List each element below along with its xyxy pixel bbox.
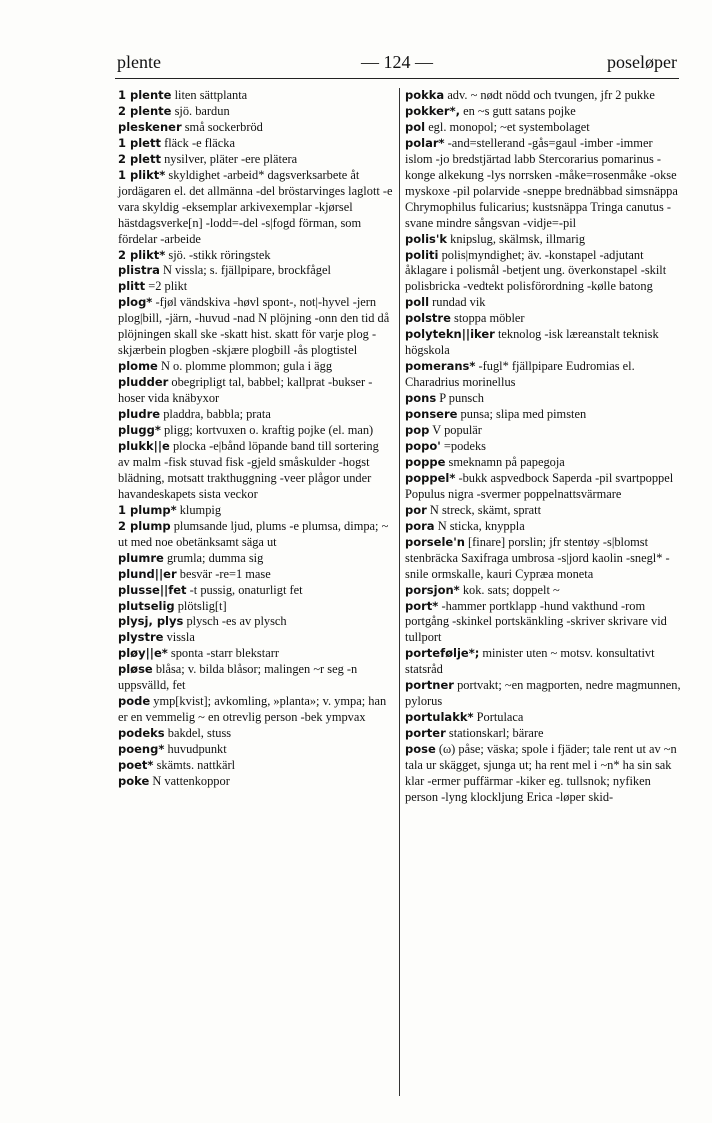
entry-definition: -fjøl vändskiva -høvl spont-, not|-hyvel -jern plog|bill, -järn, -huvud -nad N plöjning -onn den tid då plöjningen skall ske -skatt hist. skatt för varje plog -skjærbein plogben -skjære plogbill -ås plogtistel [118,295,390,358]
entry-headword: poeng* [118,742,165,757]
entry-definition: portvakt; ~en magporten, nedre magmunnen, pylorus [405,678,681,709]
entry-definition: smeknamn på papegoja [448,454,565,469]
entry-headword: pokker*, [405,103,460,118]
entry-headword: poppe [405,454,446,469]
entry-headword: poll [405,295,430,310]
entry-headword: portefølje*; [405,646,480,661]
entry-definition: sjö. bardun [174,103,230,118]
dictionary-entry [405,710,682,726]
entry-headword: 2 plente [118,103,172,118]
entry-definition: plocka -e|bånd löpande band till sortering av malm -fisk stuvad fisk -gjeld småskulder -hogst blädning, motsatt trakthuggning -veer plågor under havandeskapets sista veckor [118,438,379,501]
entry-definition: obegripligt tal, babbel; kallprat -bukser -hoser vida knäbyxor [118,375,373,406]
entry-definition: egl. monopol; ~et systembolaget [428,119,590,134]
entry-definition: klumpig [179,502,222,517]
dictionary-entry [118,694,393,726]
dictionary-entry [118,407,393,423]
dictionary-entry [405,391,682,407]
dictionary-entry [405,232,682,248]
entry-definition: teknolog -isk læreanstalt teknisk högskola [405,327,659,358]
entry-headword: pop [405,423,430,438]
dictionary-entry [405,503,682,519]
dictionary-entry [118,104,393,120]
entry-definition: kok. sats; doppelt ~ [462,582,560,597]
dictionary-entry [405,136,682,232]
entry-headword: pløse [118,662,153,677]
entry-headword: plome [118,359,158,374]
dictionary-entry [405,120,682,136]
entry-definition: punsa; slipa med pimsten [460,407,587,422]
dictionary-entry [405,407,682,423]
dictionary-entry [405,519,682,535]
entry-headword: popo' [405,438,441,453]
entry-definition: N vissla; s. fjällpipare, brockfågel [163,263,331,278]
entry-headword: pokka [405,88,445,102]
dictionary-entry [405,88,682,104]
entry-headword: 1 plett [118,135,161,150]
entry-definition: fläck -e fläcka [164,135,235,150]
entry-headword: polar* [405,135,445,150]
entry-definition: rundad vik [432,295,486,310]
dictionary-entry [405,599,682,647]
entry-headword: poke [118,773,150,788]
entry-headword: plukk||e [118,438,170,453]
entry-headword: pleskener [118,119,182,134]
entry-headword: plugg* [118,423,161,438]
entry-headword: plitt [118,279,146,294]
header-rule [115,78,679,79]
dictionary-entry [118,439,393,503]
entry-definition: grumla; dumma sig [166,550,264,565]
dictionary-entry [405,295,682,311]
dictionary-entry [118,88,393,104]
entry-headword: plistra [118,263,160,278]
dictionary-entry [118,646,393,662]
entry-definition: minister uten ~ motsv. konsultativt statsråd [405,646,655,677]
dictionary-entry [405,455,682,471]
entry-definition: plumsande ljud, plums -e plumsa, dimpa; ~ ut med noe obetänksamt säga ut [118,518,389,549]
entry-headword: plund||er [118,566,177,581]
entry-headword: pol [405,119,426,134]
entry-headword: pons [405,391,437,406]
dictionary-entry [118,583,393,599]
entry-headword: 2 plump [118,518,171,533]
entry-definition: plötslig[t] [177,598,227,613]
entry-headword: polstre [405,311,451,326]
entry-definition: knipslug, skälmsk, illmarig [450,231,586,246]
entry-headword: portner [405,678,454,693]
dictionary-entry [118,295,393,359]
entry-definition: besvär -re=1 mase [179,566,271,581]
entry-definition: pladdra, babbla; prata [163,407,271,422]
entry-headword: polis'k [405,231,448,246]
dictionary-entry [118,742,393,758]
entry-headword: pose [405,742,436,757]
dictionary-entry [118,375,393,407]
dictionary-entry [118,662,393,694]
entry-headword: 2 plett [118,151,161,166]
entry-definition: skyldighet -arbeid* dagsverksarbete åt jordägaren el. det allmänna -del bröstarvinges laglott -e vara skyldig -eksemplar arkivexemplar -kjørsel hästdagsverke[n] -lodd=-del -s|fogd förman, som fördelar -arbeide [118,167,393,246]
entry-definition: -hammer portklapp -hund vakthund -rom portgång -skinkel portskänkling -skriver skrivare vid tullport [405,598,667,645]
dictionary-entry [118,120,393,136]
right-column [405,88,682,806]
page-number: — 124 — [361,52,433,72]
entry-headword: pludder [118,375,169,390]
page-header [115,52,679,76]
entry-headword: pora [405,518,435,533]
entry-definition: pligg; kortvuxen o. kraftig pojke (el. man) [163,423,374,438]
dictionary-entry [405,535,682,583]
entry-definition: -and=stellerand -gås=gaul -imber -immer islom -jo bredstjärtad labb Stercorarius pomarinus -konge alkekung -lys norrsken -måke=rosenmåke -okse myskoxe -pil polarvide -sneppe brednäbbad simsnäppa Chrymophilus fulicarius; kustsnäppa Tringa canutus -svane mindre sångsvan -vidje=-pil [405,135,678,230]
entry-headword: 1 plente [118,88,172,102]
entry-definition: N streck, skämt, spratt [429,502,542,517]
entry-headword: politi [405,247,439,262]
dictionary-entry [118,263,393,279]
header-guide-word-right: poseløper [607,52,677,72]
dictionary-entry [118,423,393,439]
entry-headword: plumre [118,550,164,565]
dictionary-entry [405,583,682,599]
entry-definition: sjö. -stikk röringstek [168,247,271,262]
entry-definition: stationskarl; bärare [448,726,544,741]
entry-definition: stoppa möbler [454,311,525,326]
entry-headword: polytekn||iker [405,327,495,342]
entry-definition: -bukk aspvedbock Saperda -pil svartpoppel Populus nigra -svermer poppelnattsvärmare [405,470,674,501]
entry-headword: porter [405,726,446,741]
dictionary-entry [118,359,393,375]
dictionary-entry [118,630,393,646]
entry-headword: 1 plump* [118,502,177,517]
dictionary-entry [405,248,682,296]
entry-headword: pludre [118,407,161,422]
dictionary-entry [118,152,393,168]
dictionary-entry [118,726,393,742]
dictionary-entry [405,423,682,439]
dictionary-entry [118,599,393,615]
entry-headword: portulakk* [405,710,474,725]
entry-definition: [finare] porslin; jfr stentøy -s|blomst stenbräcka Saxifraga umbrosa -s|jord kaolin -snegl* -snile ormskalle, kauri Cypræa moneta [405,534,670,581]
entry-headword: poet* [118,758,154,773]
dictionary-entry [118,774,393,790]
dictionary-entry [118,614,393,630]
entry-definition: ymp[kvist]; avkomling, »planta»; v. ympa; han er en vemmelig ~ en otrevlig person -bek ympvax [118,694,387,725]
entry-headword: por [405,502,427,517]
entry-headword: ponsere [405,407,458,422]
entry-definition: liten sättplanta [174,88,248,102]
entry-headword: poppel* [405,470,456,485]
dictionary-entry [118,519,393,551]
dictionary-entry [405,646,682,678]
entry-definition: =podeks [443,438,486,453]
entry-headword: port* [405,598,439,613]
entry-definition: plysch -es av plysch [186,614,287,629]
dictionary-entry [405,359,682,391]
column-divider [399,88,400,1096]
entry-definition: polis|myndighet; äv. -konstapel -adjutant åklagare i polismål -betjent ung. överkonstapel -skilt polisbricka -vedtekt polisförordning -kølle batong [405,247,667,294]
entry-definition: -fugl* fjällpipare Eudromias el. Charadrius morinellus [405,359,635,390]
entry-definition: blåsa; v. bilda blåsor; malingen ~r seg -n uppsvälld, fet [118,662,358,693]
entry-headword: plystre [118,630,164,645]
entry-definition: en ~s gutt satans pojke [463,103,576,118]
dictionary-entry [405,726,682,742]
dictionary-entry [118,551,393,567]
dictionary-entry [118,758,393,774]
entry-definition: -t pussig, onaturligt fet [189,582,303,597]
entry-headword: porsele'n [405,534,465,549]
dictionary-entry [118,279,393,295]
dictionary-entry [118,248,393,264]
dictionary-entry [405,327,682,359]
entry-headword: plysj, plys [118,614,184,629]
entry-definition: små sockerbröd [184,119,263,134]
dictionary-entry [405,439,682,455]
entry-definition: sponta -starr blekstarr [170,646,279,661]
dictionary-entry [118,168,393,248]
entry-definition: adv. ~ nødt nödd och tvungen, jfr 2 pukke [447,88,655,102]
dictionary-entry [405,311,682,327]
entry-headword: plog* [118,295,153,310]
entry-headword: podeks [118,726,165,741]
dictionary-entry [405,742,682,806]
entry-headword: porsjon* [405,582,460,597]
entry-definition: V populär [432,423,482,438]
entry-definition: P punsch [439,391,484,406]
entry-definition: Portulaca [476,710,524,725]
dictionary-entry [405,471,682,503]
entry-definition: N sticka, knyppla [437,518,525,533]
entry-definition: huvudpunkt [167,742,227,757]
entry-definition: skämts. nattkärl [156,758,236,773]
entry-headword: plusse||fet [118,582,187,597]
entry-definition: N o. plomme plommon; gula i ägg [160,359,333,374]
entry-definition: N vattenkoppor [152,773,230,788]
entry-definition: nysilver, pläter -ere plätera [164,151,298,166]
dictionary-entry [118,136,393,152]
entry-headword: 1 plikt* [118,167,166,182]
entry-definition: (ω) påse; väska; spole i fjäder; tale rent ut av ~n tala ur skägget, sjunga ut; ha rent mel i ~n* ha sin sak klar -ermer puffärmar -kiker eg. tullsnok; nyfiken person -lyng klockljung Erica -løper skid- [405,742,677,804]
header-guide-word-left: plente [117,52,161,72]
entry-headword: pomerans* [405,359,476,374]
entry-headword: plutselig [118,598,175,613]
entry-definition: bakdel, stuss [167,726,232,741]
entry-definition: =2 plikt [148,279,188,294]
left-column [118,88,393,790]
dictionary-entry [405,678,682,710]
dictionary-entry [118,503,393,519]
entry-headword: pløy||e* [118,646,168,661]
entry-headword: 2 plikt* [118,247,166,262]
dictionary-entry [405,104,682,120]
entry-definition: vissla [166,630,195,645]
dictionary-entry [118,567,393,583]
entry-headword: pode [118,694,151,709]
